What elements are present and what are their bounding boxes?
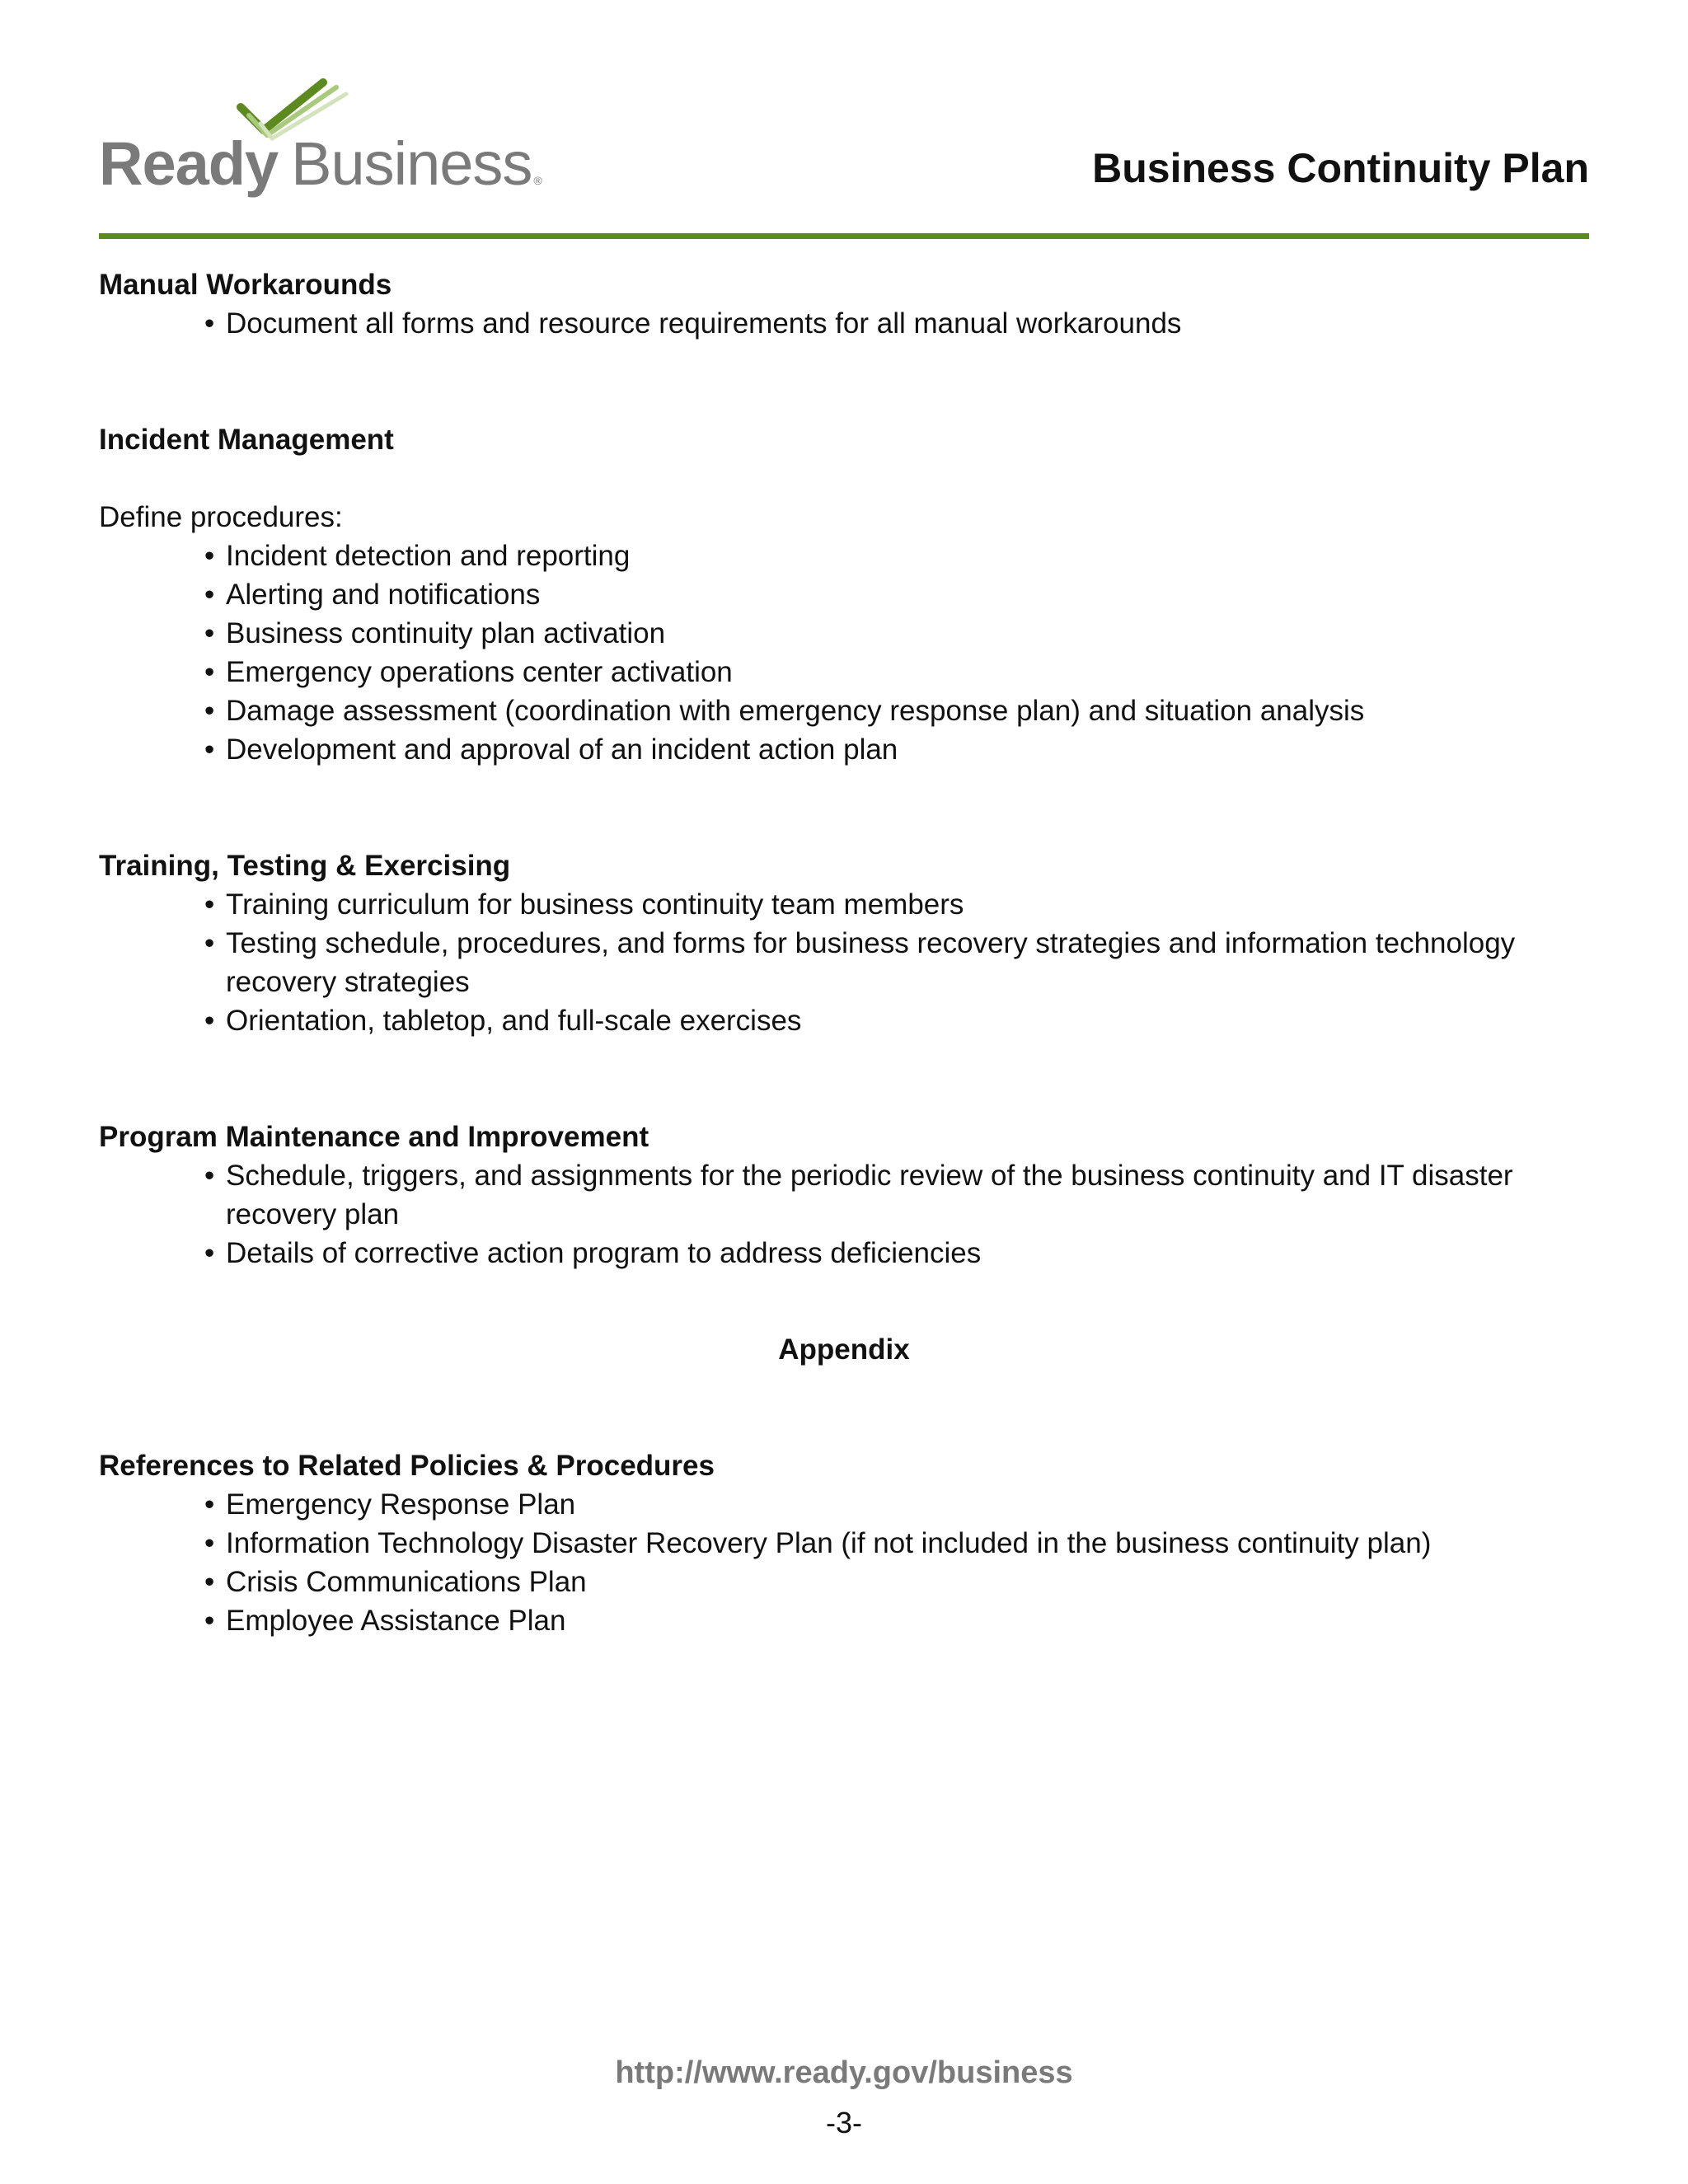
bullet-icon: • bbox=[204, 1488, 215, 1521]
bullet-icon: • bbox=[204, 927, 215, 959]
page-number: -3- bbox=[826, 2106, 862, 2139]
list-item-text: Emergency operations center activation bbox=[226, 656, 733, 688]
list-item-text: Testing schedule, procedures, and forms for business recovery strategies and information technology recovery strategies bbox=[226, 927, 1516, 998]
bullet-icon: • bbox=[204, 579, 215, 611]
list-item-text: Damage assessment (coordination with emergency response plan) and situation analysis bbox=[226, 695, 1365, 727]
list-item bbox=[204, 924, 1589, 1001]
list-item-text: Schedule, triggers, and assignments for the periodic review of the business continuity and IT disaster recovery plan bbox=[226, 1160, 1513, 1230]
footer-url-link[interactable]: http://www.ready.gov/business bbox=[615, 2055, 1073, 2090]
section-heading-training: Training, Testing & Exercising bbox=[99, 850, 511, 882]
list-item bbox=[204, 575, 1589, 614]
list-item bbox=[204, 1563, 1589, 1601]
list-item bbox=[204, 614, 1589, 653]
ready-business-logo bbox=[99, 76, 542, 199]
bullet-icon: • bbox=[204, 733, 215, 766]
document-body bbox=[99, 265, 1589, 1640]
list-item bbox=[204, 537, 1589, 575]
training-list bbox=[99, 885, 1589, 1040]
incident-management-list bbox=[99, 537, 1589, 769]
list-item-text: Incident detection and reporting bbox=[226, 540, 631, 572]
list-item bbox=[204, 730, 1589, 769]
logo-word-ready: Ready bbox=[99, 129, 279, 198]
list-item-text: Details of corrective action program to address deficiencies bbox=[226, 1237, 982, 1269]
list-item-text: Emergency Response Plan bbox=[226, 1488, 576, 1521]
document-title: Business Continuity Plan bbox=[1092, 145, 1589, 191]
list-item bbox=[204, 1485, 1589, 1524]
list-item-text: Business continuity plan activation bbox=[226, 617, 666, 649]
list-item bbox=[204, 1156, 1589, 1234]
manual-workarounds-list bbox=[99, 304, 1589, 343]
list-item bbox=[204, 1001, 1589, 1040]
bullet-icon: • bbox=[204, 1237, 215, 1269]
bullet-icon: • bbox=[204, 1160, 215, 1192]
list-item-text: Document all forms and resource requirements for all manual workarounds bbox=[226, 307, 1182, 340]
list-item-text: Alerting and notifications bbox=[226, 579, 541, 611]
section-heading-incident-management: Incident Management bbox=[99, 424, 394, 456]
list-item-text: Employee Assistance Plan bbox=[226, 1605, 566, 1637]
list-item bbox=[204, 1524, 1589, 1563]
list-item bbox=[204, 1601, 1589, 1640]
bullet-icon: • bbox=[204, 1005, 215, 1037]
bullet-icon: • bbox=[204, 540, 215, 572]
list-item bbox=[204, 1234, 1589, 1272]
bullet-icon: • bbox=[204, 656, 215, 688]
list-item bbox=[204, 304, 1589, 343]
bullet-icon: • bbox=[204, 307, 215, 340]
bullet-icon: • bbox=[204, 695, 215, 727]
list-item-text: Information Technology Disaster Recovery Plan (if not included in the business continuity plan) bbox=[226, 1527, 1432, 1559]
list-item bbox=[204, 691, 1589, 730]
bullet-icon: • bbox=[204, 1527, 215, 1559]
references-list bbox=[99, 1485, 1589, 1640]
section-heading-references: References to Related Policies & Procedures bbox=[99, 1450, 715, 1482]
list-item-text: Development and approval of an incident action plan bbox=[226, 733, 898, 766]
program-maintenance-list bbox=[99, 1156, 1589, 1272]
logo-word-business: Business bbox=[291, 129, 532, 198]
logo-wordmark bbox=[99, 127, 542, 218]
bullet-icon: • bbox=[204, 1605, 215, 1637]
appendix-heading: Appendix bbox=[778, 1333, 910, 1366]
incident-management-intro: Define procedures: bbox=[99, 501, 343, 533]
list-item bbox=[204, 885, 1589, 924]
section-heading-program-maintenance: Program Maintenance and Improvement bbox=[99, 1121, 649, 1153]
registered-mark: ® bbox=[533, 174, 542, 187]
list-item-text: Orientation, tabletop, and full-scale exercises bbox=[226, 1005, 802, 1037]
bullet-icon: • bbox=[204, 1566, 215, 1598]
bullet-icon: • bbox=[204, 617, 215, 649]
section-heading-manual-workarounds: Manual Workarounds bbox=[99, 269, 392, 301]
list-item-text: Crisis Communications Plan bbox=[226, 1566, 587, 1598]
list-item-text: Training curriculum for business continuity team members bbox=[226, 888, 964, 921]
header-divider bbox=[99, 233, 1589, 239]
bullet-icon: • bbox=[204, 888, 215, 921]
list-item bbox=[204, 653, 1589, 691]
